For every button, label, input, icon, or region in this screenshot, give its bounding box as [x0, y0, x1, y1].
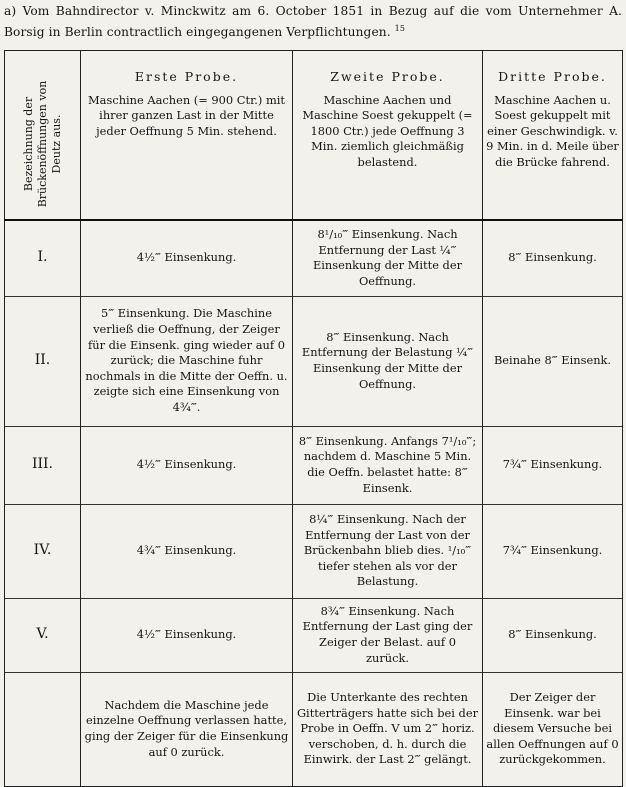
- column-header-3: [483, 51, 623, 221]
- cell-second-test: 8‴ Einsenkung. Anfangs 7¹/₁₀‴; nachdem d. Maschine 5 Min. die Oeffn. belastet hatte: 8‴ Einsenk.: [293, 426, 483, 504]
- column-desc-1: Maschine Aachen (= 900 Ctr.) mit ihrer ganzen Last in der Mitte jeder Oeffnung 5 Min. stehend.: [88, 92, 285, 138]
- row-label: V.: [5, 598, 81, 672]
- table-row: [5, 598, 623, 672]
- row-label: II.: [5, 296, 81, 426]
- cell-third-test: Der Zeiger der Einsenk. war bei diesem Versuche bei allen Oeffnungen auf 0 zurückgekommen.: [483, 672, 623, 786]
- row-label: [5, 672, 81, 786]
- table-caption: [4, 3, 622, 41]
- cell-first-test: 4½‴ Einsenkung.: [81, 598, 293, 672]
- column-title-3: Dritte Probe.: [498, 69, 607, 84]
- column-title-1: Erste Probe.: [134, 69, 239, 84]
- cell-second-test: 8‴ Einsenkung. Nach Entfernung der Belastung ¼‴ Einsenkung der Mitte der Oeffnung.: [293, 296, 483, 426]
- table-row: [5, 296, 623, 426]
- footnote-marker: 15: [394, 24, 406, 33]
- cell-second-test: 8¼‴ Einsenkung. Nach der Entfernung der Last von der Brückenbahn blieb dies. ¹/₁₀‴ tiefer stehen als vor der Belastung.: [293, 504, 483, 598]
- header-row: [5, 51, 623, 221]
- column-desc-2: Maschine Aachen und Maschine Soest gekuppelt (= 1800 Ctr.) jede Oeffnung 3 Min. ziemlich gleichmäßig belastend.: [302, 92, 473, 169]
- cell-first-test: 4½‴ Einsenkung.: [81, 426, 293, 504]
- column-header-2: [293, 51, 483, 221]
- column-title-2: Zweite Probe.: [330, 69, 445, 84]
- caption-text: a) Vom Bahndirector v. Minckwitz am 6. October 1851 in Bezug auf die vom Unternehmer A. Borsig in Berlin contractlich eingegangenen Verpflichtungen.: [4, 4, 622, 40]
- table-row: [5, 426, 623, 504]
- row-label: IV.: [5, 504, 81, 598]
- cell-third-test: 8‴ Einsenkung.: [483, 220, 623, 296]
- row-label: I.: [5, 220, 81, 296]
- table-row: [5, 672, 623, 786]
- cell-first-test: Nachdem die Maschine jede einzelne Oeffnung verlassen hatte, ging der Zeiger für die Einsenkung auf 0 zurück.: [81, 672, 293, 786]
- cell-second-test: 8¹/₁₀‴ Einsenkung. Nach Entfernung der Last ¼‴ Einsenkung der Mitte der Oeffnung.: [293, 220, 483, 296]
- table-row: [5, 220, 623, 296]
- row-header-cell: [5, 51, 81, 221]
- test-results-table: [4, 50, 623, 787]
- column-header-1: [81, 51, 293, 221]
- cell-first-test: 4¾‴ Einsenkung.: [81, 504, 293, 598]
- cell-third-test: 7¾‴ Einsenkung.: [483, 504, 623, 598]
- cell-first-test: 5‴ Einsenkung. Die Maschine verließ die Oeffnung, der Zeiger für die Einsenk. ging wieder auf 0 zurück; die Maschine fuhr nochmals in die Mitte der Oeffn. u. zeigte sich eine Einsenkung von 4¾‴.: [81, 296, 293, 426]
- cell-second-test: 8¾‴ Einsenkung. Nach Entfernung der Last ging der Zeiger der Belast. auf 0 zurück.: [293, 598, 483, 672]
- cell-third-test: 8‴ Einsenkung.: [483, 598, 623, 672]
- table-row: [5, 504, 623, 598]
- row-label: III.: [5, 426, 81, 504]
- column-desc-3: Maschine Aachen u. Soest gekuppelt mit einer Geschwindigk. v. 9 Min. in d. Meile über die Brücke fahrend.: [486, 92, 619, 169]
- row-header-title: Bezeichnung der Brückenöffnungen von Deutz aus.: [21, 80, 63, 208]
- cell-first-test: 4½‴ Einsenkung.: [81, 220, 293, 296]
- cell-second-test: Die Unterkante des rechten Gitterträgers hatte sich bei der Probe in Oeffn. V um 2‴ horiz. verschoben, d. h. durch die Einwirk. der Last 2‴ gelängt.: [293, 672, 483, 786]
- cell-third-test: Beinahe 8‴ Einsenk.: [483, 296, 623, 426]
- cell-third-test: 7¾‴ Einsenkung.: [483, 426, 623, 504]
